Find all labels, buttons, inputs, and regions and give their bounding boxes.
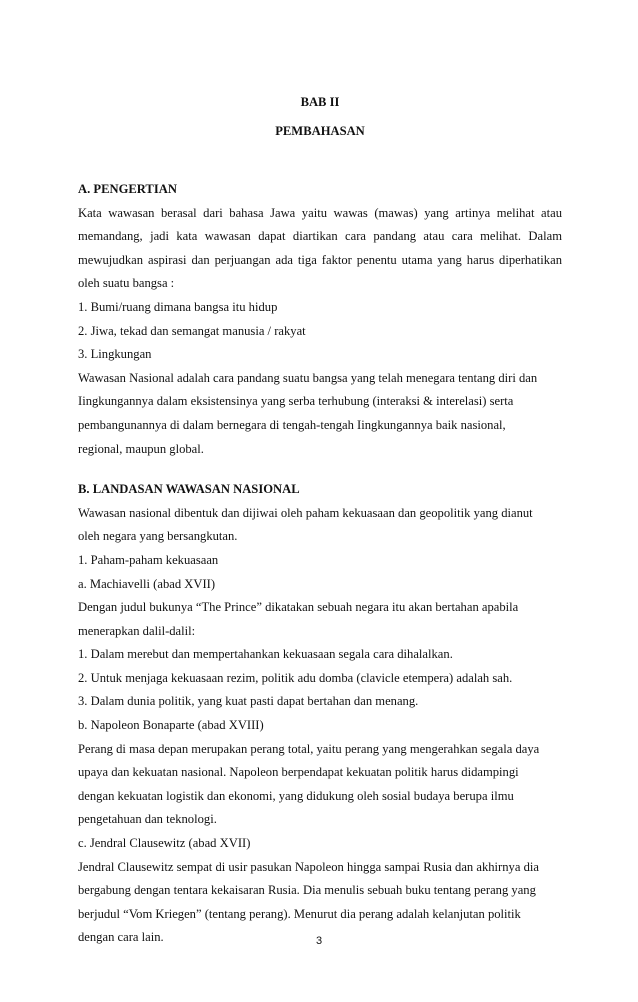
paragraph-line: dengan cara lain. bbox=[78, 930, 164, 945]
paragraph-line: dengan kekuatan logistik dan ekonomi, yang didukung oleh sosial budaya berupa ilmu bbox=[78, 788, 514, 803]
paragraph-line: berjudul “Vom Kriegen” (tentang perang). Menurut dia perang adalah kelanjutan politik bbox=[78, 906, 521, 921]
paragraph-line: bergabung dengan tentara kekaisaran Rusia. Dia menulis sebuah buku tentang perang yang bbox=[78, 883, 536, 898]
list-item: 1. Paham-paham kekuasaan bbox=[78, 552, 219, 567]
paragraph-line: pembangunannya di dalam bernegara di tengah-tengah Iingkungannya baik nasional, bbox=[78, 417, 506, 432]
section-a-heading: A. PENGERTIAN bbox=[78, 182, 177, 196]
list-item: 1. Dalam merebut dan mempertahankan kekuasaan segala cara dihalalkan. bbox=[78, 647, 453, 662]
list-item: 2. Untuk menjaga kekuasaan rezim, politik adu domba (clavicle etempera) adalah sah. bbox=[78, 670, 513, 685]
paragraph-line: upaya dan kekuatan nasional. Napoleon berpendapat kekuatan politik harus didampingi bbox=[78, 765, 519, 780]
list-item: a. Machiavelli (abad XVII) bbox=[78, 576, 216, 591]
paragraph-line: Iingkungannya dalam eksistensinya yang serba terhubung (interaksi & interelasi) serta bbox=[78, 394, 514, 409]
paragraph-line: Wawasan nasional dibentuk dan dijiwai oleh paham kekuasaan dan geopolitik yang dianut bbox=[78, 505, 533, 520]
section-b-heading: B. LANDASAN WAWASAN NASIONAL bbox=[78, 482, 300, 497]
section-spacer bbox=[78, 461, 562, 478]
paragraph-line: Wawasan Nasional adalah cara pandang suatu bangsa yang telah menegara tentang diri dan bbox=[78, 370, 538, 385]
list-item: 1. Bumi/ruang dimana bangsa itu hidup bbox=[78, 299, 278, 314]
paragraph-line: menerapkan dalil-dalil: bbox=[78, 623, 196, 638]
paragraph-line: regional, maupun global. bbox=[78, 441, 204, 456]
paragraph-line: oleh negara yang bersangkutan. bbox=[78, 529, 238, 544]
body-text bbox=[78, 178, 562, 950]
paragraph-line: Dengan judul bukunya “The Prince” dikatakan sebuah negara itu akan bertahan apabila bbox=[78, 600, 519, 615]
list-item: b. Napoleon Bonaparte (abad XVIII) bbox=[78, 718, 264, 733]
paragraph-line: Perang di masa depan merupakan perang total, yaitu perang yang mengerahkan segala daya bbox=[78, 741, 540, 756]
paragraph-line: oleh suatu bangsa : bbox=[78, 276, 175, 291]
paragraph-line: mewujudkan aspirasi dan perjuangan ada tiga faktor penentu utama yang harus diperhatikan bbox=[78, 252, 562, 267]
page-number: 3 bbox=[315, 935, 323, 947]
paragraph-line: Jendral Clausewitz sempat di usir pasukan Napoleon hingga sampai Rusia dan akhirnya dia bbox=[78, 859, 539, 874]
paragraph-line: memandang, jadi kata wawasan dapat diartikan cara pandang atau cara melihat. Dalam bbox=[78, 229, 562, 244]
list-item: c. Jendral Clausewitz (abad XVII) bbox=[78, 836, 251, 851]
chapter-heading: BAB II bbox=[300, 95, 340, 109]
list-item: 3. Lingkungan bbox=[78, 347, 152, 362]
list-item: 2. Jiwa, tekad dan semangat manusia / rakyat bbox=[78, 323, 306, 338]
paragraph-line: pengetahuan dan teknologi. bbox=[78, 812, 217, 827]
chapter-title: PEMBAHASAN bbox=[275, 124, 365, 138]
paragraph-line: Kata wawasan berasal dari bahasa Jawa yaitu wawas (mawas) yang artinya melihat atau bbox=[78, 205, 562, 220]
list-item: 3. Dalam dunia politik, yang kuat pasti dapat bertahan dan menang. bbox=[78, 694, 419, 709]
